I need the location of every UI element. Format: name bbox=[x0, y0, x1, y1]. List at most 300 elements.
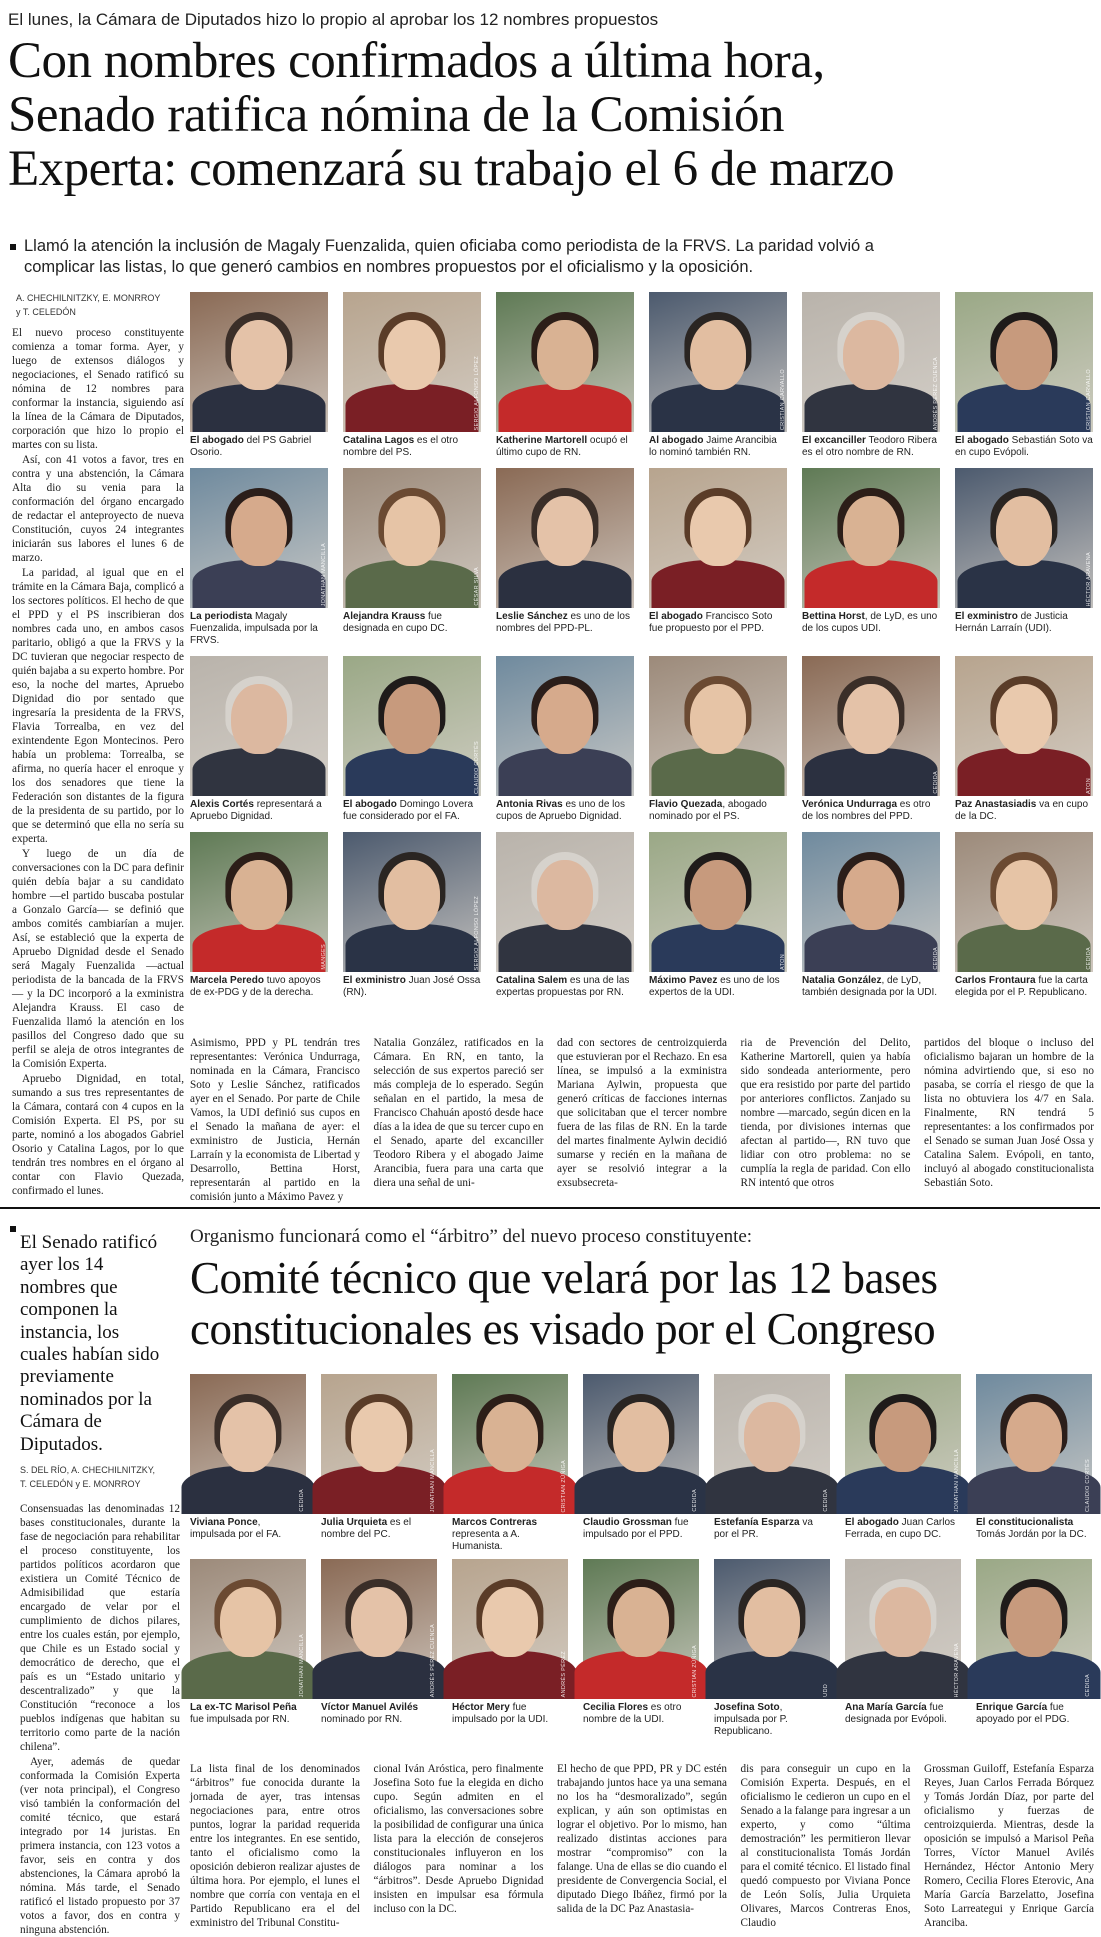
caption-name: Estefanía Esparza bbox=[714, 1517, 800, 1528]
caption-name: Alexis Cortés bbox=[190, 799, 254, 810]
profile-card bbox=[321, 1374, 437, 1553]
caption-name: La ex-TC Marisol Peña bbox=[190, 1702, 297, 1713]
person-face-icon bbox=[537, 684, 593, 754]
person-face-icon bbox=[843, 860, 899, 930]
person-shoulders-icon bbox=[193, 560, 326, 608]
caption-name: Antonia Rivas bbox=[496, 799, 563, 810]
body-column bbox=[374, 1036, 544, 1200]
portrait-photo bbox=[190, 468, 328, 608]
photo-credit: HÉCTOR ARAVENA bbox=[1086, 551, 1092, 606]
byline-line: A. CHECHILNITZKY, E. MONRROY bbox=[16, 293, 161, 303]
byline-line: S. DEL RÍO, A. CHECHILNITZKY, bbox=[20, 1465, 156, 1475]
portrait-photo bbox=[190, 832, 328, 972]
person-face-icon bbox=[690, 496, 746, 566]
profile-card bbox=[190, 1374, 306, 1553]
portrait-photo bbox=[976, 1559, 1092, 1699]
person-shoulders-icon bbox=[575, 1651, 708, 1699]
caption-text: , de LyD, también designada por la UDI. bbox=[802, 975, 938, 998]
caption-name: El excanciller bbox=[802, 435, 866, 446]
caption-name: El abogado bbox=[343, 799, 397, 810]
caption-text: , abogado nominado por el PS. bbox=[649, 799, 767, 822]
person-shoulders-icon bbox=[652, 924, 785, 972]
portrait-photo bbox=[955, 832, 1093, 972]
person-face-icon bbox=[690, 320, 746, 390]
person-face-icon bbox=[537, 860, 593, 930]
body-paragraph: dad con sectores de centroizquierda que estuvieran por el Rechazo. En esa línea, se impulsó a la exministra Mariana Aylwin, propuesta que generó críticas de facciones internas que solicitaban que el tercer nombre fuera de las filas de RN. En la tarde del martes finalmente Aylwin decidió sumarse y recién en la mañana de ayer se resolvió integrar a la exsubsecreta- bbox=[557, 1037, 727, 1189]
body-paragraph: dis para conseguir un cupo en la Comisión Experta. Después, en el oficialismo le cedieron un cupo en el Senado a la falange para ingresar a un experto, y como “última demostración” les permitieron llevar al constitucionalista Tomás Jordán para el comité técnico. El listado final quedó compuesto por Viviana Ponce de León Solís, Julia Urquieta Olivares, Marcos Contreras Enos, Claudio bbox=[740, 1763, 911, 1929]
person-shoulders-icon bbox=[346, 560, 479, 608]
caption-name: La periodista bbox=[190, 611, 253, 622]
byline-line: T. CELEDÓN y E. MONRROY bbox=[20, 1478, 141, 1489]
article-headline-secondary bbox=[190, 1253, 938, 1354]
photo-caption bbox=[321, 1517, 437, 1541]
person-face-icon bbox=[537, 320, 593, 390]
portrait-photo bbox=[714, 1374, 830, 1514]
caption-text: es uno de los expertos de la UDI. bbox=[649, 975, 780, 998]
caption-text: es una de las expertas propuestas por RN. bbox=[496, 975, 630, 998]
body-column bbox=[190, 1762, 360, 1930]
profile-card bbox=[190, 656, 328, 823]
headline-line: Con nombres confirmados a última hora, bbox=[8, 33, 825, 89]
photo-caption bbox=[190, 1702, 306, 1726]
profile-card bbox=[955, 468, 1093, 647]
person-shoulders-icon bbox=[958, 560, 1091, 608]
caption-text: Sebastián Soto va en cupo Evópoli. bbox=[955, 435, 1093, 458]
person-shoulders-icon bbox=[958, 748, 1091, 796]
byline bbox=[16, 292, 186, 319]
caption-name: Enrique García bbox=[976, 1702, 1048, 1713]
person-shoulders-icon bbox=[652, 748, 785, 796]
photo-credit: SERGIO ALFONSO LÓPEZ bbox=[474, 895, 480, 970]
person-face-icon bbox=[744, 1402, 800, 1472]
photo-caption bbox=[583, 1702, 699, 1726]
profile-card bbox=[343, 656, 481, 823]
body-paragraph: Apruebo Dignidad, en total, sumando a sus tres representantes de la Cámara, contará con 4 cupos en la Comisión Experta. El PS, por su parte, nominó a los abogados Gabriel Osorio y Catalina Lagos, por lo que tendrán tres nombres en el órgano al contar con Flavio Quezada, confirmado el lunes. bbox=[12, 1073, 184, 1197]
person-shoulders-icon bbox=[313, 1651, 446, 1699]
caption-name: Marcela Peredo bbox=[190, 975, 264, 986]
headline-line: Senado ratifica nómina de la Comisión bbox=[8, 87, 785, 143]
photo-credit: CRISTIAN CARVALLO bbox=[780, 368, 786, 430]
caption-text: fue apoyado por el PDG. bbox=[976, 1702, 1070, 1725]
photo-caption bbox=[649, 435, 787, 459]
person-shoulders-icon bbox=[499, 560, 632, 608]
person-face-icon bbox=[875, 1587, 931, 1657]
portrait-photo bbox=[496, 292, 634, 432]
person-face-icon bbox=[231, 684, 287, 754]
photo-credit: CLAUDIO CORTÉS bbox=[474, 741, 480, 794]
person-shoulders-icon bbox=[958, 384, 1091, 432]
person-shoulders-icon bbox=[182, 1466, 315, 1514]
article-kicker-secondary: Organismo funcionará como el “árbitro” del nuevo proceso constituyente: bbox=[190, 1226, 753, 1247]
profile-card bbox=[190, 468, 328, 647]
side-body bbox=[20, 1502, 180, 1936]
body-paragraph: cional Iván Aróstica, pero finalmente Josefina Soto fue la elegida en dicho cupo. Según admiten en el oficialismo, las conversaciones sobre la posibilidad de configurar una única lista para la elección de consejeros constitucionales influyeron en los diálogos para nominar a los “árbitros”. Desde Apruebo Dignidad insisten en impulsar esa fórmula incluso con la DC. bbox=[373, 1763, 544, 1915]
article-deck bbox=[10, 236, 1095, 279]
body-paragraph: Ayer, además de quedar conformada la Comisión Experta (ver nota principal), el Congreso visó también la conformación del comité técnico, que estará integrado por 14 juristas. En primera instancia, con 123 votos a favor, seis en contra y dos abstenciones, la Cámara aprobó la nómina. Más tarde, el Senado ratificó el listado propuesto por 37 votos a favor, dos en contra y ninguna abstención. bbox=[20, 1756, 180, 1936]
side-rule bbox=[10, 1226, 16, 1232]
caption-text: fue designada por Evópoli. bbox=[845, 1702, 947, 1725]
photo-credit: HÉCTOR ARAVENA bbox=[954, 1642, 960, 1697]
person-face-icon bbox=[613, 1587, 669, 1657]
person-face-icon bbox=[996, 684, 1052, 754]
caption-name: Máximo Pavez bbox=[649, 975, 718, 986]
photo-credit: CRISTIAN ZÚÑIGA bbox=[692, 1644, 698, 1697]
photo-caption bbox=[190, 435, 328, 459]
profile-card bbox=[976, 1374, 1092, 1553]
person-face-icon bbox=[537, 496, 593, 566]
portrait-photo bbox=[955, 292, 1093, 432]
body-paragraph: Y luego de un día de conversaciones con la DC para definir quién debía bajar a su candidato hombre —el partido buscaba postular a Gonzalo García— se definió que ambos comités cambiarían a mujer. Así, se estableció que la experta de Apruebo Dignidad desde el Senado será Magaly Fuenzalida —actual periodista de la bancada de la FRVS— y la DC incorporó a la exministra Alejandra Krauss. El caso de Fuenzalida llamó la atención en los pasillos del Congreso dado que su perfil se aleja de otros integrantes de la Comisión Experta. bbox=[12, 848, 184, 1070]
person-shoulders-icon bbox=[499, 924, 632, 972]
caption-text: Teodoro Ribera es el otro nombre de RN. bbox=[802, 435, 937, 458]
person-shoulders-icon bbox=[499, 748, 632, 796]
person-shoulders-icon bbox=[805, 560, 938, 608]
photo-caption bbox=[343, 435, 481, 459]
side-lede: El Senado ratificó ayer los 14 nombres que componen la instancia, los cuales habían sido previamente nominados por la Cámara de Diputados. bbox=[20, 1232, 160, 1455]
person-face-icon bbox=[1006, 1587, 1062, 1657]
person-shoulders-icon bbox=[193, 748, 326, 796]
photo-credit: CEDIDA bbox=[692, 1489, 698, 1512]
byline-secondary bbox=[20, 1464, 180, 1491]
portrait-photo bbox=[976, 1374, 1092, 1514]
person-shoulders-icon bbox=[444, 1466, 577, 1514]
profile-card bbox=[496, 292, 634, 459]
person-face-icon bbox=[384, 860, 440, 930]
portrait-photo bbox=[496, 832, 634, 972]
photo-credit: CEDIDA bbox=[933, 771, 939, 794]
body-paragraph: El nuevo proceso constituyente comienza a tomar forma. Ayer, y luego de extensos diálogos y negociaciones, el Senado ratificó su nómina de 12 nombres para conformar la instancia, siguiendo así la línea de la Cámara de Diputados, corporación que hizo lo propio el martes con su lista. bbox=[12, 327, 184, 451]
profile-card bbox=[802, 292, 940, 459]
person-shoulders-icon bbox=[958, 924, 1091, 972]
profile-card bbox=[955, 656, 1093, 823]
caption-text: del PS Gabriel Osorio. bbox=[190, 435, 312, 458]
caption-text: tuvo apoyos de ex-PDG y de la derecha. bbox=[190, 975, 321, 998]
body-paragraph: ria de Prevención del Delito, Katherine Martorell, quien ya había sido sondeada anteriormente, pero que era resistido por parte del partido por anteriores conflictos. Zanjado su nombre —marcado, según dicen en la tienda, por divisiones internas que afectan al partido—, RN tuvo que lidiar con otro problema: no se cumplía la regla de paridad. Con ello RN intentó que otros bbox=[740, 1037, 911, 1189]
person-face-icon bbox=[482, 1587, 538, 1657]
caption-name: Leslie Sánchez bbox=[496, 611, 568, 622]
photo-caption bbox=[190, 799, 328, 823]
deck-line: complicar las listas, lo que generó cambios en nombres propuestos por el oficialismo y la oposición. bbox=[24, 258, 754, 277]
bullet-icon bbox=[10, 244, 16, 250]
photo-credit: CEDIDA bbox=[823, 1489, 829, 1512]
photo-caption bbox=[845, 1702, 961, 1726]
caption-text: representa a A. Humanista. bbox=[452, 1529, 520, 1552]
photo-credit: ANDRÉS PÉREZ bbox=[561, 1650, 567, 1697]
caption-name: Julia Urquieta bbox=[321, 1517, 388, 1528]
caption-text: es uno de los cupos de Apruebo Dignidad. bbox=[496, 799, 625, 822]
caption-name: El abogado bbox=[845, 1517, 899, 1528]
profile-card bbox=[452, 1374, 568, 1553]
caption-text: de Justicia Hernán Larraín (UDI). bbox=[955, 611, 1068, 634]
caption-text: nominado por RN. bbox=[321, 1714, 403, 1725]
profile-card bbox=[955, 832, 1093, 999]
profile-card bbox=[802, 656, 940, 823]
profile-card bbox=[452, 1559, 568, 1738]
person-face-icon bbox=[996, 496, 1052, 566]
photo-caption bbox=[496, 611, 634, 635]
profile-card bbox=[583, 1374, 699, 1553]
caption-text: representará a Apruebo Dignidad. bbox=[190, 799, 322, 822]
photo-grid-comision bbox=[190, 292, 1094, 999]
caption-name: El abogado bbox=[190, 435, 244, 446]
person-face-icon bbox=[384, 320, 440, 390]
portrait-photo bbox=[649, 292, 787, 432]
person-shoulders-icon bbox=[346, 384, 479, 432]
person-shoulders-icon bbox=[805, 384, 938, 432]
portrait-photo bbox=[845, 1559, 961, 1699]
portrait-photo bbox=[321, 1559, 437, 1699]
profile-card bbox=[496, 832, 634, 999]
caption-text: fue la carta elegida por el P. Republicano. bbox=[955, 975, 1088, 998]
caption-text: Francisco Soto fue propuesto por el PPD. bbox=[649, 611, 773, 634]
profile-card bbox=[845, 1374, 961, 1553]
person-shoulders-icon bbox=[652, 384, 785, 432]
photo-caption bbox=[845, 1517, 961, 1541]
profile-card bbox=[714, 1374, 830, 1553]
portrait-photo bbox=[452, 1374, 568, 1514]
portrait-photo bbox=[845, 1374, 961, 1514]
photo-credit: CRISTIAN CARVALLO bbox=[1086, 368, 1092, 430]
caption-text: , impulsada por el FA. bbox=[190, 1517, 282, 1540]
caption-name: Catalina Lagos bbox=[343, 435, 415, 446]
photo-caption bbox=[802, 611, 940, 635]
profile-card bbox=[321, 1559, 437, 1738]
person-shoulders-icon bbox=[968, 1651, 1101, 1699]
profile-card bbox=[496, 656, 634, 823]
portrait-photo bbox=[649, 468, 787, 608]
caption-name: Víctor Manuel Avilés bbox=[321, 1702, 419, 1713]
caption-name: El constitucionalista bbox=[976, 1517, 1074, 1528]
photo-credit: CEDIDA bbox=[299, 1489, 305, 1512]
photo-caption bbox=[955, 435, 1093, 459]
photo-credit: ANDRÉS PÉREZ CUENCA bbox=[933, 356, 939, 430]
portrait-photo bbox=[452, 1559, 568, 1699]
profile-card bbox=[190, 1559, 306, 1738]
article-kicker: El lunes, la Cámara de Diputados hizo lo propio al aprobar los 12 nombres propuestos bbox=[8, 10, 659, 29]
caption-text: es el otro nombre del PS. bbox=[343, 435, 459, 458]
photo-caption bbox=[955, 799, 1093, 823]
portrait-photo bbox=[190, 656, 328, 796]
caption-text: es otro nombre de la UDI. bbox=[583, 1702, 682, 1725]
photo-caption bbox=[955, 975, 1093, 999]
portrait-photo bbox=[496, 468, 634, 608]
photo-caption bbox=[343, 611, 481, 635]
person-face-icon bbox=[875, 1402, 931, 1472]
profile-card bbox=[802, 468, 940, 647]
photo-caption bbox=[583, 1517, 699, 1541]
photo-caption bbox=[190, 611, 328, 647]
portrait-photo bbox=[343, 468, 481, 608]
photo-credit: UDD bbox=[823, 1684, 829, 1697]
photo-grid-comite bbox=[190, 1374, 1094, 1738]
headline-line: constitucionales es visado por el Congreso bbox=[190, 1304, 936, 1354]
photo-credit: JONATHAN MANCILLA bbox=[954, 1448, 960, 1512]
caption-name: El abogado bbox=[649, 611, 703, 622]
profile-card bbox=[343, 292, 481, 459]
person-face-icon bbox=[996, 860, 1052, 930]
body-paragraph: Asimismo, PPD y PL tendrán tres representantes: Verónica Undurraga, nominada en la Cámara, Francisco Soto y Leslie Sánchez, ratificados ayer en el Senado. Por parte de Chile Vamos, la UDI definió sus cupos en el Senado la mañana de ayer: el exministro de Justicia, Hernán Larraín y la economista de Libertad y Desarrollo, Bettina Horst, representarán al partido en la comisión junto a Máximo Pavez y bbox=[190, 1037, 360, 1203]
caption-name: Catalina Salem bbox=[496, 975, 568, 986]
portrait-photo bbox=[649, 832, 787, 972]
person-shoulders-icon bbox=[346, 924, 479, 972]
deck-line: Llamó la atención la inclusión de Magaly Fuenzalida, quien oficiaba como periodista de la FRVS. La paridad volvió a bbox=[10, 236, 1095, 257]
portrait-photo bbox=[649, 656, 787, 796]
profile-card bbox=[955, 292, 1093, 459]
caption-name: Marcos Contreras bbox=[452, 1517, 538, 1528]
portrait-photo bbox=[190, 1374, 306, 1514]
person-face-icon bbox=[384, 496, 440, 566]
photo-credit: MANGES bbox=[321, 944, 327, 970]
person-shoulders-icon bbox=[805, 748, 938, 796]
photo-caption bbox=[496, 435, 634, 459]
caption-text: Juan José Ossa (RN). bbox=[343, 975, 481, 998]
portrait-photo bbox=[190, 1559, 306, 1699]
person-face-icon bbox=[231, 860, 287, 930]
profile-card bbox=[343, 832, 481, 999]
photo-caption bbox=[343, 799, 481, 823]
caption-name: Viviana Ponce bbox=[190, 1517, 258, 1528]
person-face-icon bbox=[351, 1587, 407, 1657]
person-face-icon bbox=[231, 496, 287, 566]
caption-text: ocupó el último cupo de RN. bbox=[496, 435, 628, 458]
caption-name: Ana María García bbox=[845, 1702, 927, 1713]
caption-name: Claudio Grossman bbox=[583, 1517, 672, 1528]
portrait-photo bbox=[955, 656, 1093, 796]
caption-name: Katherine Martorell bbox=[496, 435, 588, 446]
caption-text: Juan Carlos Ferrada, en cupo DC. bbox=[845, 1517, 956, 1540]
caption-text: Domingo Lovera fue considerado por el FA. bbox=[343, 799, 474, 822]
profile-card bbox=[976, 1559, 1092, 1738]
person-face-icon bbox=[482, 1402, 538, 1472]
body-column bbox=[924, 1036, 1094, 1200]
person-shoulders-icon bbox=[346, 748, 479, 796]
portrait-photo bbox=[583, 1374, 699, 1514]
photo-caption bbox=[976, 1517, 1092, 1541]
body-paragraph: La paridad, al igual que en el trámite en la Cámara Baja, complicó a los sectores políticos. El hecho de que el PPD y el PS inscribieran dos nombres cada uno, en ambos casos paritario, obligó a que la FRVS y la DC tuvieran que negociar respecto de quién bajaba a su experto hombre. Por eso, la noche del martes, Apruebo Dignidad dio por sentado que ingresaría la presidenta de la FRVS, Flavia Torrealba, en vez del exintendente Egon Montecinos. Pero había un problema: Torrealba, se afirma, no quería hacer el enroque y los dos senadores que tiene la Federación son distantes de la figura de la presidenta de su partido, por lo que se determinó que ella no sería su experta. bbox=[12, 567, 184, 845]
caption-name: El abogado bbox=[955, 435, 1009, 446]
photo-caption bbox=[343, 975, 481, 999]
body-paragraph: Grossman Guiloff, Estefanía Esparza Reyes, Juan Carlos Ferrada Bórquez y Tomás Jordán Díaz, por parte del oficialismo y fuerzas de centroizquierda. Mientras, desde la oposición se impulsó a Marisol Peña Torres, Víctor Manuel Avilés Hernández, Héctor Antonio Mery Romero, Cecilia Flores Eterovic, Ana María García Barzelatto, Josefina Soto Larreategui y Enrique García Aranciba. bbox=[924, 1763, 1094, 1929]
caption-text: , de LyD, es uno de los cupos UDI. bbox=[802, 611, 938, 634]
caption-name: Josefina Soto bbox=[714, 1702, 780, 1713]
photo-caption bbox=[714, 1702, 830, 1738]
person-shoulders-icon bbox=[706, 1466, 839, 1514]
profile-card bbox=[649, 292, 787, 459]
caption-name: Carlos Frontaura bbox=[955, 975, 1036, 986]
caption-name: Bettina Horst bbox=[802, 611, 865, 622]
photo-credit: CLAUDIO CORTÉS bbox=[1085, 1459, 1091, 1512]
body-column bbox=[924, 1762, 1094, 1930]
caption-name: Cecilia Flores bbox=[583, 1702, 649, 1713]
body-paragraph: La lista final de los denominados “árbitros” fue conocida durante la jornada de ayer, tras intensas negociaciones para, entre otros puntos, lograr la paridad requerida entre los integrantes. En ese sentido, tanto el oficialismo como la oposición debieron realizar ajustes de última hora. Por ejemplo, el lunes el nombre que corría con ventaja en el Partido Republicano era el del exministro del Tribunal Constitu- bbox=[190, 1763, 360, 1929]
person-face-icon bbox=[690, 860, 746, 930]
portrait-photo bbox=[802, 468, 940, 608]
person-shoulders-icon bbox=[313, 1466, 446, 1514]
caption-name: Héctor Mery bbox=[452, 1702, 510, 1713]
photo-credit: CÉSAR SILVA bbox=[474, 567, 480, 606]
person-face-icon bbox=[231, 320, 287, 390]
byline-line: y T. CELEDÓN bbox=[16, 306, 76, 317]
photo-credit: ATON bbox=[1086, 778, 1092, 794]
caption-name: Alejandra Krauss bbox=[343, 611, 426, 622]
person-shoulders-icon bbox=[193, 924, 326, 972]
portrait-photo bbox=[802, 832, 940, 972]
photo-caption bbox=[714, 1517, 830, 1541]
caption-text: es uno de los nombres del PPD-PL. bbox=[496, 611, 630, 634]
headline-line: Comité técnico que velará por las 12 bases bbox=[190, 1253, 938, 1303]
caption-name: Al abogado bbox=[649, 435, 704, 446]
caption-text: Magaly Fuenzalida, impulsada por la FRVS. bbox=[190, 611, 318, 646]
profile-card bbox=[343, 468, 481, 647]
portrait-photo bbox=[190, 292, 328, 432]
photo-credit: CRISTIAN ZÚÑIGA bbox=[561, 1459, 567, 1512]
person-face-icon bbox=[1006, 1402, 1062, 1472]
caption-text: fue impulsada por RN. bbox=[190, 1714, 290, 1725]
caption-text: fue designada en cupo DC. bbox=[343, 611, 448, 634]
photo-caption bbox=[452, 1517, 568, 1553]
profile-card bbox=[649, 832, 787, 999]
photo-credit: JONATHAN MANCILLA bbox=[321, 542, 327, 606]
profile-card bbox=[190, 832, 328, 999]
person-face-icon bbox=[744, 1587, 800, 1657]
photo-caption bbox=[649, 799, 787, 823]
person-face-icon bbox=[220, 1587, 276, 1657]
person-face-icon bbox=[220, 1402, 276, 1472]
photo-credit: ATON bbox=[780, 954, 786, 970]
portrait-photo bbox=[343, 832, 481, 972]
portrait-photo bbox=[321, 1374, 437, 1514]
photo-caption bbox=[802, 975, 940, 999]
body-column bbox=[374, 1762, 544, 1930]
portrait-photo bbox=[343, 292, 481, 432]
portrait-photo bbox=[496, 656, 634, 796]
photo-caption bbox=[321, 1702, 437, 1726]
photo-credit: CEDIDA bbox=[933, 947, 939, 970]
body-paragraph: Natalia González, ratificados en la Cámara. En RN, en tanto, la selección de sus expertos pareció ser más compleja de lo esperado. Según señalan en el partido, la mesa de Francisco Chahuán apostó desde hace días a la idea de que su tercer cupo en el Senado, aparte del excanciller Teodoro Ribera y el abogado Jaime Arancibia, fuera para una carta que diera una señal de uni- bbox=[373, 1037, 544, 1189]
body-column bbox=[557, 1036, 727, 1200]
photo-caption bbox=[802, 435, 940, 459]
photo-caption bbox=[496, 975, 634, 999]
person-shoulders-icon bbox=[837, 1466, 970, 1514]
portrait-photo bbox=[714, 1559, 830, 1699]
body-column bbox=[741, 1762, 911, 1930]
profile-card bbox=[583, 1559, 699, 1738]
portrait-photo bbox=[802, 656, 940, 796]
person-shoulders-icon bbox=[444, 1651, 577, 1699]
caption-name: Paz Anastasiadis bbox=[955, 799, 1037, 810]
portrait-photo bbox=[802, 292, 940, 432]
caption-name: Verónica Undurraga bbox=[802, 799, 898, 810]
caption-text: es otro de los nombres del PPD. bbox=[802, 799, 931, 822]
caption-text: va por el PR. bbox=[714, 1517, 813, 1540]
person-shoulders-icon bbox=[837, 1651, 970, 1699]
profile-card bbox=[496, 468, 634, 647]
caption-name: El exministro bbox=[343, 975, 406, 986]
body-paragraph: El hecho de que PPD, PR y DC estén trabajando juntos hace ya una semana no los ha “desmoralizado”, según explican, y aún son optimistas en lograr el objetivo. Por lo mismo, han realizado distintas acciones para mostrar “compromiso” con la falange. Una de ellas se dio cuando el presidente de Convergencia Social, el diputado Diego Ibáñez, firmó por la salida de la DC Paz Anastasia- bbox=[557, 1763, 727, 1915]
caption-text: fue impulsado por la UDI. bbox=[452, 1702, 549, 1725]
caption-name: Flavio Quezada bbox=[649, 799, 723, 810]
body-column bbox=[741, 1036, 911, 1200]
caption-text: fue impulsado por el PPD. bbox=[583, 1517, 689, 1540]
person-shoulders-icon bbox=[652, 560, 785, 608]
caption-text: Tomás Jordán por la DC. bbox=[976, 1529, 1087, 1540]
caption-name: Natalia González bbox=[802, 975, 882, 986]
body-paragraph: Consensuadas las denominadas 12 bases constitucionales, durante la fase de negociación para rehabilitar el proceso constituyente, los partidos políticos acordaron que existiera un Comité Técnico de Admisibilidad que estaría encargado de velar por el cumplimiento de dichos pilares, entre los cuales están, por ejemplo, que Chile es un Estado social y democrático de derecho, que el país es un “Estado unitario y descentralizado” y que la Constitución “reconoce a los pueblos indígenas que habitan su territorio como parte de la nación chilena”. bbox=[20, 1503, 180, 1753]
profile-card bbox=[649, 468, 787, 647]
body-paragraph: Así, con 41 votos a favor, tres en contra y una abstención, la Cámara Alta dio su venia para la conformación del órgano encargado de redactar el anteproyecto de nueva Constitución, cuyos 24 integrantes iniciarán sus labores el lunes 6 de marzo. bbox=[12, 454, 184, 564]
portrait-photo bbox=[955, 468, 1093, 608]
photo-caption bbox=[802, 799, 940, 823]
